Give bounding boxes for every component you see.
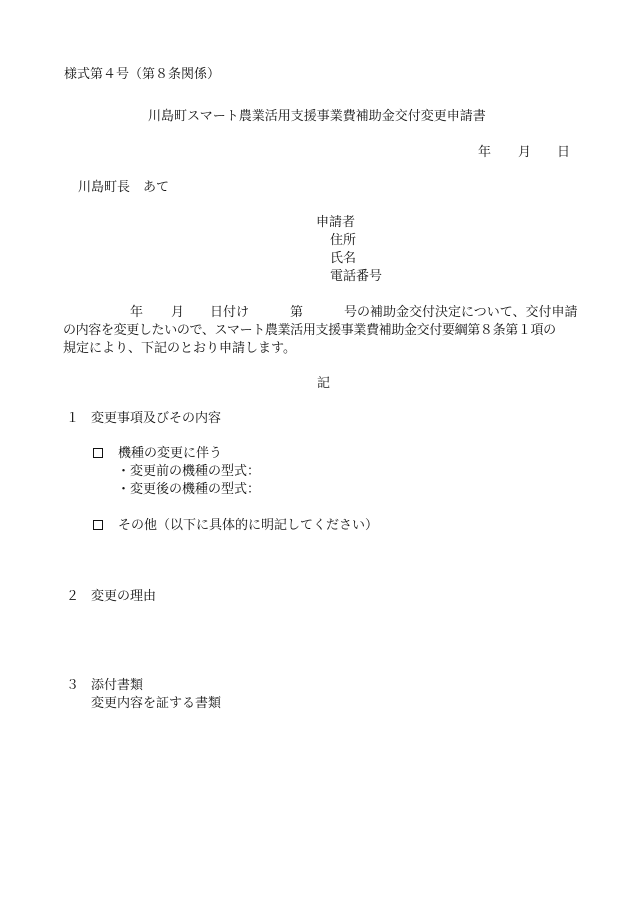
body-line3: 規定により、下記のとおり申請します。: [63, 341, 296, 356]
section-3-number: ３: [66, 678, 80, 693]
phone-label: 電話番号: [330, 269, 383, 284]
option-other-checkbox[interactable]: [93, 520, 103, 530]
section-2-number: ２: [66, 589, 80, 604]
ki-heading: 記: [317, 376, 331, 391]
body-year: 年: [130, 305, 144, 320]
name-label: 氏名: [330, 251, 357, 266]
date-month: 月: [518, 145, 532, 160]
body-month: 月: [171, 305, 185, 320]
body-number-prefix: 第: [290, 305, 304, 320]
section-2-title: 変更の理由: [91, 589, 157, 604]
option-other-label: その他（以下に具体的に明記してください）: [118, 518, 379, 533]
section-1-number: １: [66, 411, 80, 426]
applicant-heading: 申請者: [316, 215, 356, 230]
document-title: 川島町スマート農業活用支援事業費補助金交付変更申請書: [148, 109, 486, 124]
section-3-item: 変更内容を証する書類: [91, 696, 222, 711]
body-line1-tail: 号の補助金交付決定について、交付申請: [344, 305, 578, 320]
model-before-field: ・変更前の機種の型式：: [117, 464, 261, 479]
model-after-field: ・変更後の機種の型式：: [117, 482, 261, 497]
addressee: 川島町長 あて: [78, 180, 170, 195]
section-3-title: 添付書類: [91, 678, 144, 693]
body-line2: の内容を変更したいので、スマート農業活用支援事業費補助金交付要綱第８条第１項の: [63, 323, 556, 338]
address-label: 住所: [330, 233, 357, 248]
form-number: 様式第４号（第８条関係）: [64, 67, 221, 82]
option-model-change-label: 機種の変更に伴う: [118, 446, 223, 461]
date-year: 年: [478, 145, 492, 160]
body-day: 日付け: [210, 305, 250, 320]
option-model-change-checkbox[interactable]: [93, 448, 103, 458]
section-1-title: 変更事項及びその内容: [91, 411, 222, 426]
date-day: 日: [557, 145, 571, 160]
